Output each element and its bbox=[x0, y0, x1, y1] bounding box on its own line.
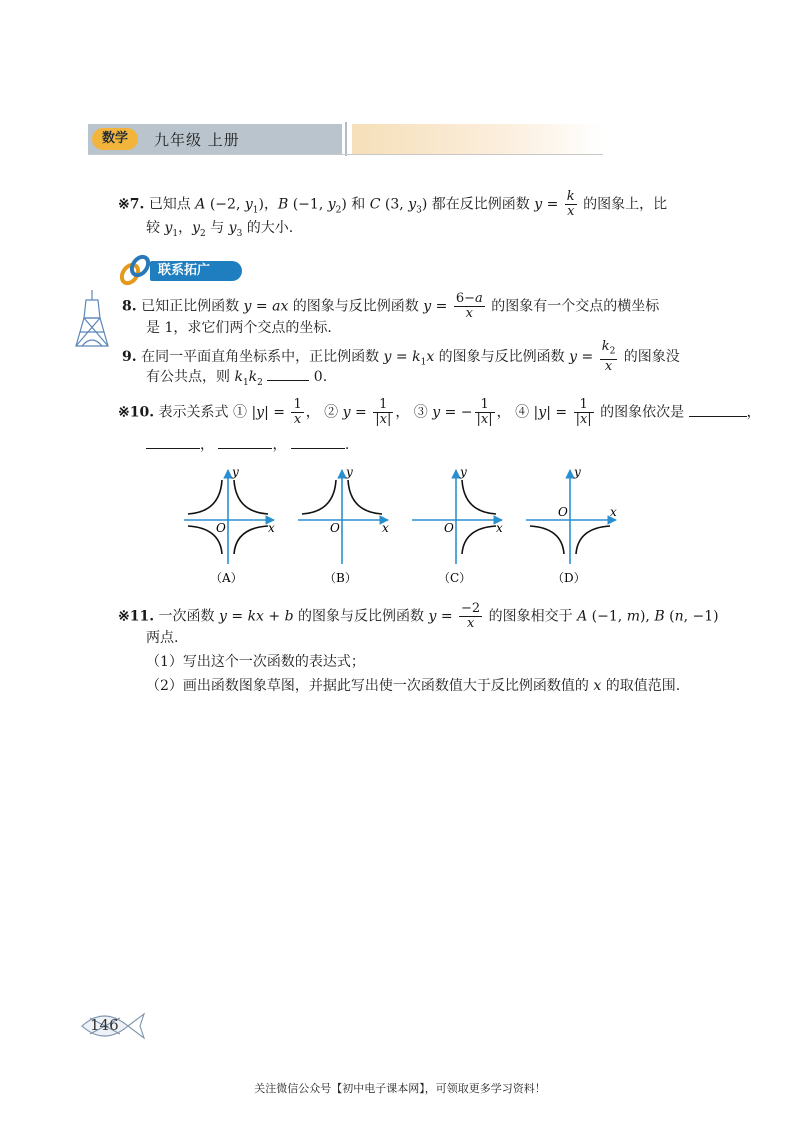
graph-c bbox=[412, 466, 503, 585]
question-11-sub1: （1）写出这个一次函数的表达式； bbox=[146, 654, 365, 670]
axis-label-x: x bbox=[268, 521, 275, 535]
question-number: 8. bbox=[122, 298, 137, 315]
header-gradient bbox=[352, 124, 602, 154]
question-7-line2: 较 $y_1$，$y_2$ 与 $y_3$ 的大小. bbox=[146, 220, 294, 239]
question-number: 9. bbox=[122, 348, 137, 365]
question-7-line1: ※7. 已知点 A (−2, $y_1$)，B (−1, $y_2$) 和 C (3, $y_3$) 都在反比例函数 y = $\frac{k}{x}$ 的图象上，比 bbox=[118, 189, 668, 219]
section-tag: 联系拓广 bbox=[150, 261, 242, 281]
axis-label-x: x bbox=[610, 505, 617, 519]
question-number: ※10. bbox=[118, 404, 155, 421]
footer-note: 关注微信公众号【初中电子课本网】，可领取更多学习资料！ bbox=[254, 1082, 546, 1095]
graphs-figure bbox=[178, 466, 638, 590]
question-number: ※7. bbox=[118, 196, 145, 213]
subject-badge: 数学 bbox=[92, 128, 138, 150]
graph-caption: （A） bbox=[210, 571, 243, 585]
page-number: 146 bbox=[90, 1016, 119, 1034]
graph-caption: （D） bbox=[552, 571, 586, 585]
axis-label-y: y bbox=[574, 466, 581, 479]
axis-label-x: x bbox=[382, 521, 389, 535]
origin-label: O bbox=[558, 505, 568, 519]
question-10-line1: ※10. 表示关系式 ① |y| = $\frac{1}{x}$ ， ② y = $\frac{1}{|x|}$ ， ③ y = − $\frac{1}{|x|}$ ， ④ |y| = $\frac{1}{|x|}$ 的图象依次是 ， bbox=[118, 397, 761, 427]
answer-blank[interactable] bbox=[218, 434, 272, 449]
origin-label: O bbox=[330, 521, 340, 535]
graph-b bbox=[298, 466, 389, 585]
question-9-line1: 9. 在同一平面直角坐标系中，正比例函数 $y = k_1x$ 的图象与反比例函数 y = $\frac{k_2}{x}$ 的图象没 bbox=[122, 339, 680, 374]
question-number: ※11. bbox=[118, 608, 155, 625]
fraction-k-over-x: $\frac{k}{x}$ bbox=[566, 189, 575, 219]
grade-title: 九年级 上册 bbox=[154, 131, 240, 149]
graph-caption: （B） bbox=[324, 571, 357, 585]
chain-link-icon bbox=[118, 254, 152, 288]
fraction-k2-over-x: $\frac{k_2}{x}$ bbox=[601, 339, 616, 374]
axis-label-x: x bbox=[496, 521, 503, 535]
origin-label: O bbox=[216, 521, 226, 535]
origin-label: O bbox=[444, 521, 454, 535]
header-rule bbox=[88, 154, 603, 155]
header-separator bbox=[345, 122, 347, 156]
axis-label-y: y bbox=[460, 466, 467, 479]
question-10-line2: ， ， . bbox=[146, 434, 349, 455]
answer-blank[interactable] bbox=[267, 366, 309, 381]
fraction-neg2-over-x: $\frac{-2}{x}$ bbox=[461, 601, 481, 631]
question-8-line1: 8. 已知正比例函数 y = ax 的图象与反比例函数 y = $\frac{6-a}{x}$ 的图象有一个交点的横坐标 bbox=[122, 291, 660, 321]
tower-icon bbox=[70, 288, 114, 350]
answer-blank[interactable] bbox=[146, 434, 200, 449]
question-11-line1: ※11. 一次函数 y = kx + b 的图象与反比例函数 y = $\frac{-2}{x}$ 的图象相交于 A (−1, m), B (n, −1) bbox=[118, 601, 719, 631]
question-8-line2: 是 1，求它们两个交点的坐标. bbox=[146, 320, 332, 336]
question-11-sub2: （2）画出函数图象草图，并据此写出使一次函数值大于反比例函数值的 x 的取值范围. bbox=[146, 678, 681, 694]
fraction-6-minus-a-over-x: $\frac{6-a}{x}$ bbox=[455, 291, 483, 321]
graph-d bbox=[526, 466, 617, 585]
question-9-line2: 有公共点，则 $k_1k_2$ 0. bbox=[146, 366, 327, 393]
answer-blank[interactable] bbox=[689, 402, 747, 417]
axis-label-y: y bbox=[232, 466, 239, 479]
axis-label-y: y bbox=[346, 466, 353, 479]
graph-caption: （C） bbox=[438, 571, 472, 585]
question-11-line2: 两点. bbox=[146, 630, 179, 646]
answer-blank[interactable] bbox=[291, 434, 345, 449]
graph-a bbox=[184, 466, 275, 585]
